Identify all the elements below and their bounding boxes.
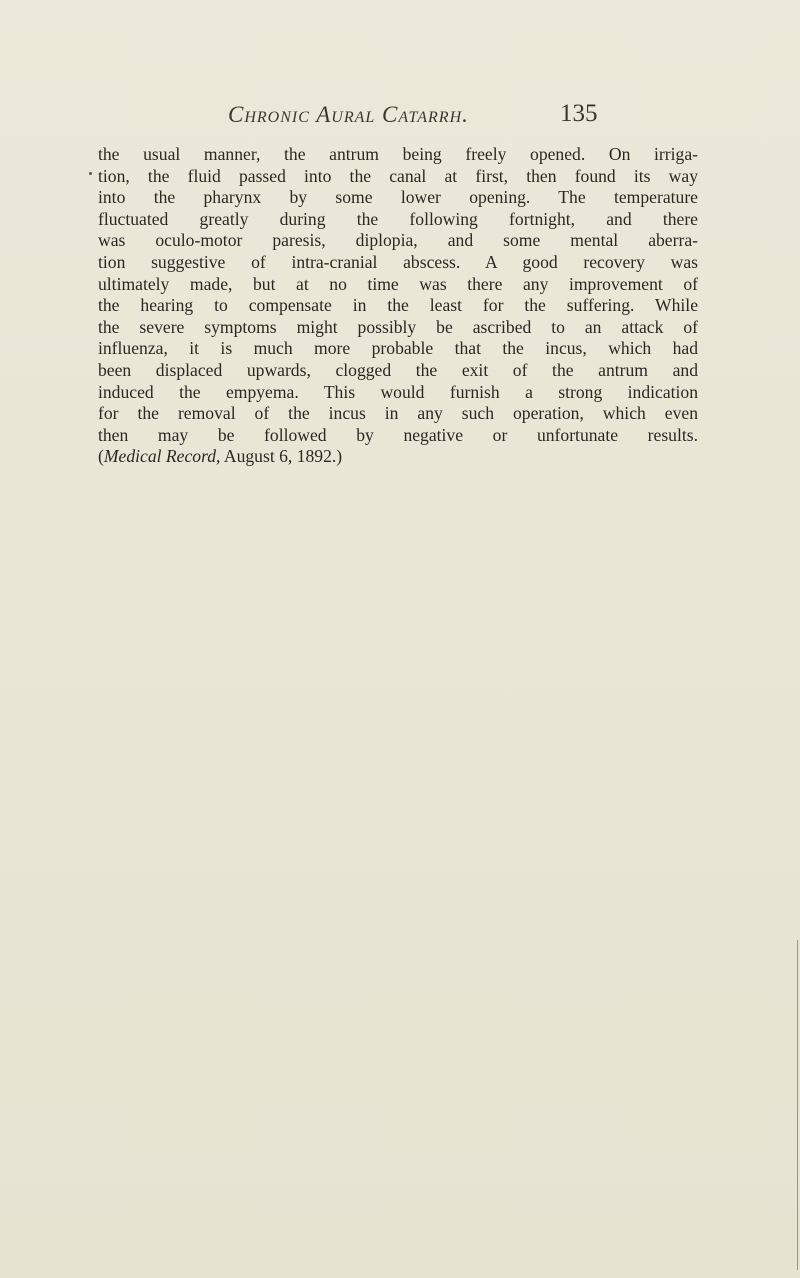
page-number: 135 bbox=[560, 100, 598, 127]
page-edge-line bbox=[797, 940, 798, 1270]
text-line: then may be followed by negative or unfortunate results. bbox=[98, 424, 698, 445]
text-line: tion suggestive of intra-cranial abscess. A good recovery was bbox=[98, 251, 698, 272]
text-line: the usual manner, the antrum being freely opened. On irriga- bbox=[98, 144, 698, 164]
text-line: the severe symptoms might possibly be ascribed to an attack of bbox=[98, 316, 698, 337]
text-line: tion, the fluid passed into the canal at first, then found its way bbox=[98, 165, 698, 186]
text-line: into the pharynx by some lower opening. The temperature bbox=[98, 187, 698, 208]
body-paragraph bbox=[98, 144, 698, 468]
text-line: ultimately made, but at no time was there any improvement of bbox=[98, 273, 698, 294]
text-line: for the removal of the incus in any such operation, which even bbox=[98, 403, 698, 424]
running-title bbox=[228, 102, 469, 128]
print-mark bbox=[89, 172, 92, 175]
text-line: induced the empyema. This would furnish a strong indication bbox=[98, 381, 698, 402]
citation-open: ( bbox=[98, 446, 104, 467]
text-line: was oculo-motor paresis, diplopia, and some mental aberra- bbox=[98, 230, 698, 251]
text-line: been displaced upwards, clogged the exit of the antrum and bbox=[98, 359, 698, 380]
text-line: fluctuated greatly during the following fortnight, and there bbox=[98, 208, 698, 229]
citation-line bbox=[98, 446, 698, 468]
citation-source: Medical Record, bbox=[103, 446, 221, 467]
text-line: influenza, it is much more probable that the incus, which had bbox=[98, 338, 698, 359]
citation-date: August 6, 1892.) bbox=[220, 446, 343, 467]
page-header bbox=[0, 96, 800, 136]
running-title-text: Chronic Aural Catarrh. bbox=[228, 102, 469, 127]
text-line: the hearing to compensate in the least for the suffering. While bbox=[98, 295, 698, 316]
